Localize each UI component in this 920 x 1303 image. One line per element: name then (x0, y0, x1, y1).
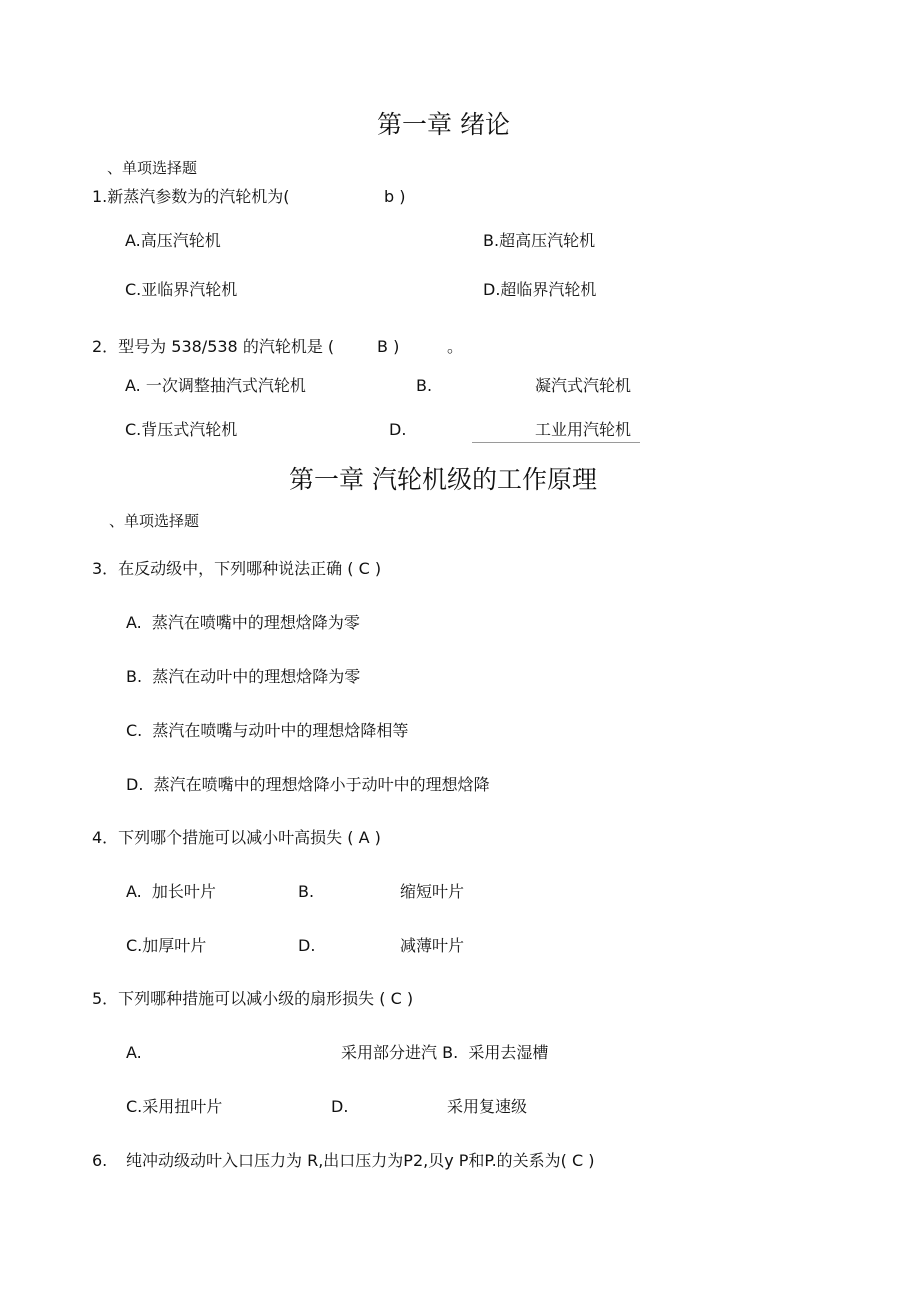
q2-option-b-letter: B. (416, 376, 433, 395)
q3-option-d: D. 蒸汽在喷嘴中的理想焓降小于动叶中的理想焓降 (126, 775, 490, 794)
q2-option-c: C.背压式汽轮机 (125, 420, 238, 439)
q2-end-mark: 。 (447, 337, 464, 356)
q1-option-a: A.高压汽轮机 (125, 231, 221, 250)
chapter1-section-heading: 、单项选择题 (107, 159, 198, 177)
q4-option-b-text: 缩短叶片 (400, 882, 465, 901)
q5-option-a-text: 采用部分进汽 B. 采用去湿槽 (341, 1043, 549, 1062)
q1-option-b: B.超高压汽轮机 (483, 231, 596, 250)
q6-number: 6. (92, 1151, 108, 1170)
q5-option-a-letter: A. (126, 1043, 142, 1062)
q5-option-c: C.采用扭叶片 (126, 1097, 223, 1116)
q2-option-a: A. 一次调整抽汽式汽轮机 (125, 376, 306, 395)
q6-stem: 纯冲动级动叶入口压力为 R,出口压力为P2,贝y P和P.的关系为( C ) (126, 1151, 595, 1170)
q4-option-b-letter: B. (298, 882, 315, 901)
q4-option-d-text: 减薄叶片 (400, 936, 465, 955)
q2-answer: B ) (377, 337, 400, 356)
chapter1-title: 第一章 绪论 (377, 110, 510, 139)
q4-stem: 4．下列哪个措施可以减小叶高损失 ( A ) (92, 828, 381, 847)
q1-stem: 1.新蒸汽参数为的汽轮机为( (92, 187, 290, 206)
q2-stem: 2．型号为 538/538 的汽轮机是 ( (92, 337, 335, 356)
q3-stem: 3．在反动级中，下列哪种说法正确 ( C ) (92, 559, 382, 578)
q3-option-c: C. 蒸汽在喷嘴与动叶中的理想焓降相等 (126, 721, 409, 740)
q1-answer: b ) (384, 187, 406, 206)
q3-option-a: A. 蒸汽在喷嘴中的理想焓降为零 (126, 613, 360, 632)
q1-option-d: D.超临界汽轮机 (483, 280, 597, 299)
q3-option-b: B. 蒸汽在动叶中的理想焓降为零 (126, 667, 361, 686)
q5-option-d-letter: D. (331, 1097, 349, 1116)
q2-option-d-letter: D. (389, 420, 407, 439)
q4-option-d-letter: D. (298, 936, 316, 955)
chapter2-title: 第一章 汽轮机级的工作原理 (289, 465, 597, 494)
q5-stem: 5．下列哪种措施可以减小级的扇形损失 ( C ) (92, 989, 414, 1008)
q4-option-c: C.加厚叶片 (126, 936, 207, 955)
q1-option-c: C.亚临界汽轮机 (125, 280, 238, 299)
q5-option-d-text: 采用复速级 (447, 1097, 528, 1116)
underline-rule (472, 442, 640, 443)
q2-option-d-text: 工业用汽轮机 (535, 420, 632, 439)
chapter2-section-heading: 、单项选择题 (109, 512, 200, 530)
q4-option-a: A. 加长叶片 (126, 882, 216, 901)
q2-option-b-text: 凝汽式汽轮机 (535, 376, 632, 395)
